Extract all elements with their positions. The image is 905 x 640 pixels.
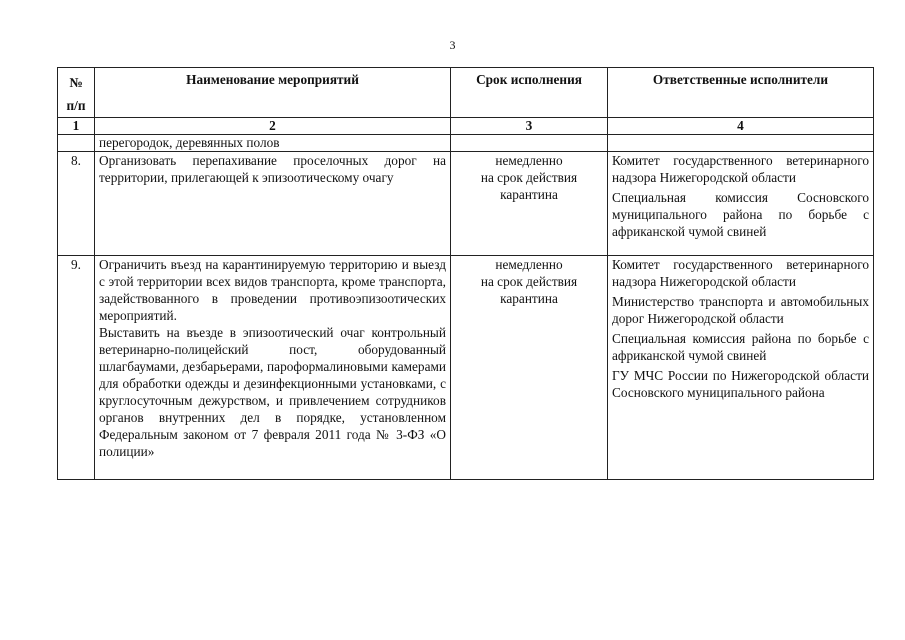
deadline-line: немедленно xyxy=(495,153,563,168)
continuation-text: перегородок, деревянных полов xyxy=(95,135,451,152)
responsible-line: Министерство транспорта и автомобильных дорог Нижегородской области xyxy=(612,294,869,326)
measure-paragraph: Выставить на въезде в эпизоотический очаг контрольный ветеринарно-полицейский пост, оборудованный шлагбаумами, дезбарьерами, пароформалиновыми камерами для обработки одежды и дезинфекционными установками, с круглосуточным дежурством, и привлечением сотрудников органов внутренних дел в порядке, установленном Федеральным законом от 7 февраля 2011 года № 3-ФЗ «О полиции» xyxy=(99,325,446,459)
deadline-line: карантина xyxy=(500,187,558,202)
table-row xyxy=(58,256,874,480)
deadline-line: на срок действия xyxy=(480,170,578,185)
table-cell xyxy=(608,135,874,152)
row-number: 8. xyxy=(58,152,95,256)
responsible-line: Специальная комиссия Сосновского муниципального района по борьбе с африканской чумой свиней xyxy=(612,190,869,239)
column-number: 3 xyxy=(451,118,608,135)
measure-text: Организовать перепахивание проселочных дорог на территории, прилегающей к эпизоотическому очагу xyxy=(95,152,451,256)
row-number: 9. xyxy=(58,256,95,480)
responsible-cell xyxy=(608,256,874,480)
deadline-cell xyxy=(451,152,608,256)
column-number-row xyxy=(58,118,874,135)
header-number xyxy=(58,68,95,118)
table-row xyxy=(58,152,874,256)
deadline-line: карантина xyxy=(500,291,558,306)
measure-text xyxy=(95,256,451,480)
column-number: 4 xyxy=(608,118,874,135)
header-measures: Наименование мероприятий xyxy=(95,68,451,118)
header-number-abbr: п/п xyxy=(66,98,86,113)
table-header-row xyxy=(58,68,874,118)
header-number-sign: № xyxy=(69,75,83,90)
table-cell xyxy=(58,135,95,152)
responsible-line: Специальная комиссия района по борьбе с африканской чумой свиней xyxy=(612,331,869,363)
page-number: 3 xyxy=(449,38,456,52)
responsible-line: Комитет государственного ветеринарного надзора Нижегородской области xyxy=(612,153,869,185)
deadline-cell xyxy=(451,256,608,480)
continuation-row xyxy=(58,135,874,152)
table-cell xyxy=(451,135,608,152)
responsible-cell xyxy=(608,152,874,256)
responsible-line: ГУ МЧС России по Нижегородской области Сосновского муниципального района xyxy=(612,368,869,400)
measure-paragraph: Ограничить въезд на карантинируемую территорию и выезд с этой территории всех видов транспорта, кроме транспорта, задействованного в проведении противоэпизоотических мероприятий. xyxy=(99,257,446,323)
column-number: 2 xyxy=(95,118,451,135)
header-responsible: Ответственные исполнители xyxy=(608,68,874,118)
column-number: 1 xyxy=(58,118,95,135)
responsible-line: Комитет государственного ветеринарного надзора Нижегородской области xyxy=(612,257,869,289)
deadline-line: немедленно xyxy=(495,257,563,272)
deadline-line: на срок действия xyxy=(480,274,578,289)
header-deadline: Срок исполнения xyxy=(451,68,608,118)
measures-table xyxy=(57,67,874,480)
